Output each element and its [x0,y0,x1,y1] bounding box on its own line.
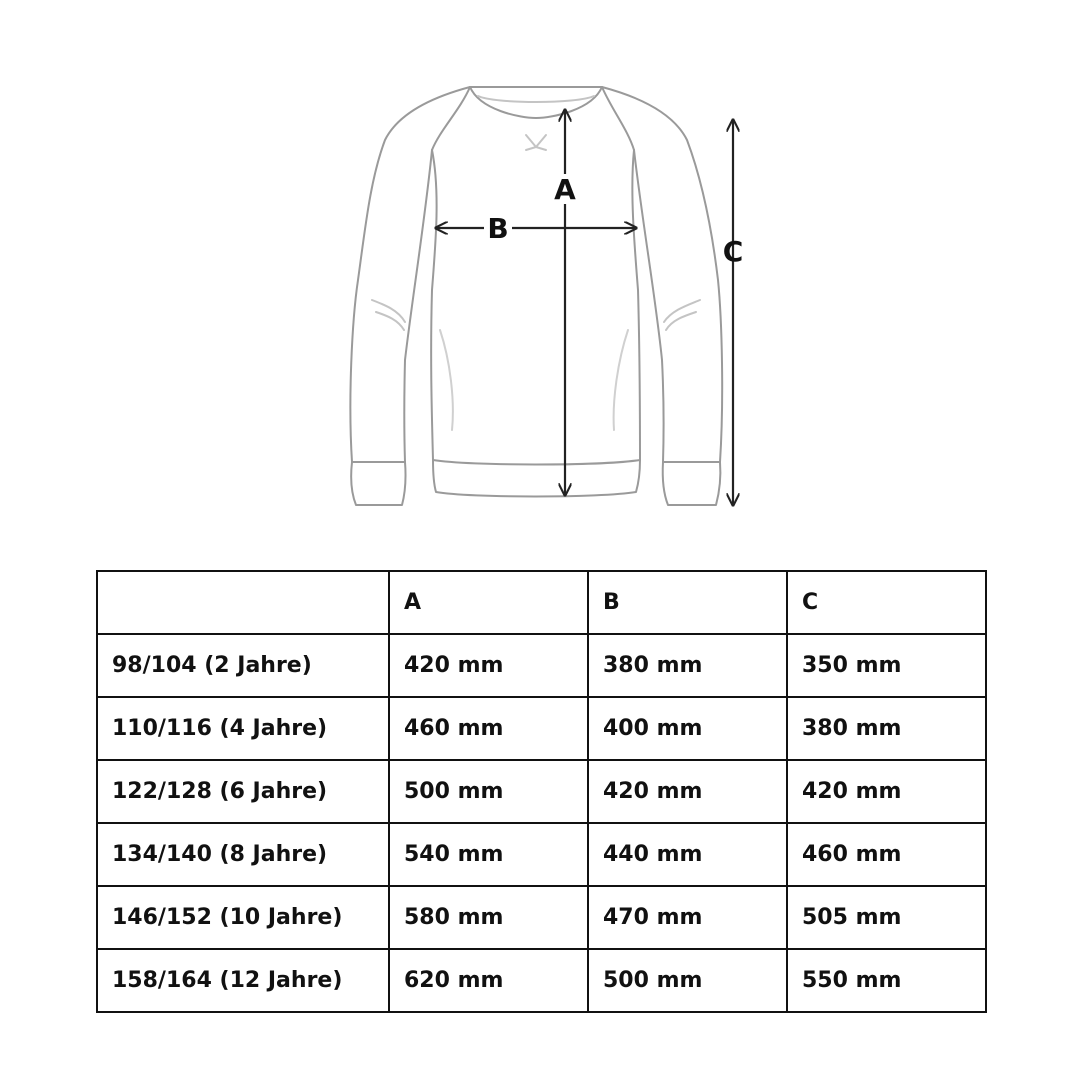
label-c: C [722,235,744,268]
table-row [97,949,986,1012]
header-size-cell [97,571,389,634]
size-cell: 122/128 (6 Jahre) [97,760,389,823]
measure-a-cell: 420 mm [389,634,588,697]
header-a-cell: A [389,571,588,634]
measure-a-cell: 580 mm [389,886,588,949]
measure-b-cell: 440 mm [588,823,787,886]
measure-b-cell: 400 mm [588,697,787,760]
measure-b-cell: 420 mm [588,760,787,823]
measure-a-cell: 620 mm [389,949,588,1012]
table-row [97,886,986,949]
measure-c-cell: 505 mm [787,886,986,949]
size-table [96,570,987,1013]
table-row [97,634,986,697]
measure-c-cell: 550 mm [787,949,986,1012]
measure-b-cell: 470 mm [588,886,787,949]
size-cell: 134/140 (8 Jahre) [97,823,389,886]
measure-b-cell: 500 mm [588,949,787,1012]
measure-a-cell: 500 mm [389,760,588,823]
table-row [97,697,986,760]
header-c-cell: C [787,571,986,634]
table-row [97,823,986,886]
size-cell: 158/164 (12 Jahre) [97,949,389,1012]
measure-c-cell: 380 mm [787,697,986,760]
size-cell: 110/116 (4 Jahre) [97,697,389,760]
measurement-arrows [436,110,733,505]
label-a: A [554,173,576,206]
measure-a-cell: 540 mm [389,823,588,886]
measure-a-cell: 460 mm [389,697,588,760]
header-b-cell: B [588,571,787,634]
table-row [97,760,986,823]
measure-c-cell: 460 mm [787,823,986,886]
measure-c-cell: 350 mm [787,634,986,697]
size-cell: 98/104 (2 Jahre) [97,634,389,697]
table-header-row [97,571,986,634]
measure-c-cell: 420 mm [787,760,986,823]
label-b: B [487,212,509,245]
sweatshirt-outline [350,87,722,505]
measure-b-cell: 380 mm [588,634,787,697]
size-cell: 146/152 (10 Jahre) [97,886,389,949]
